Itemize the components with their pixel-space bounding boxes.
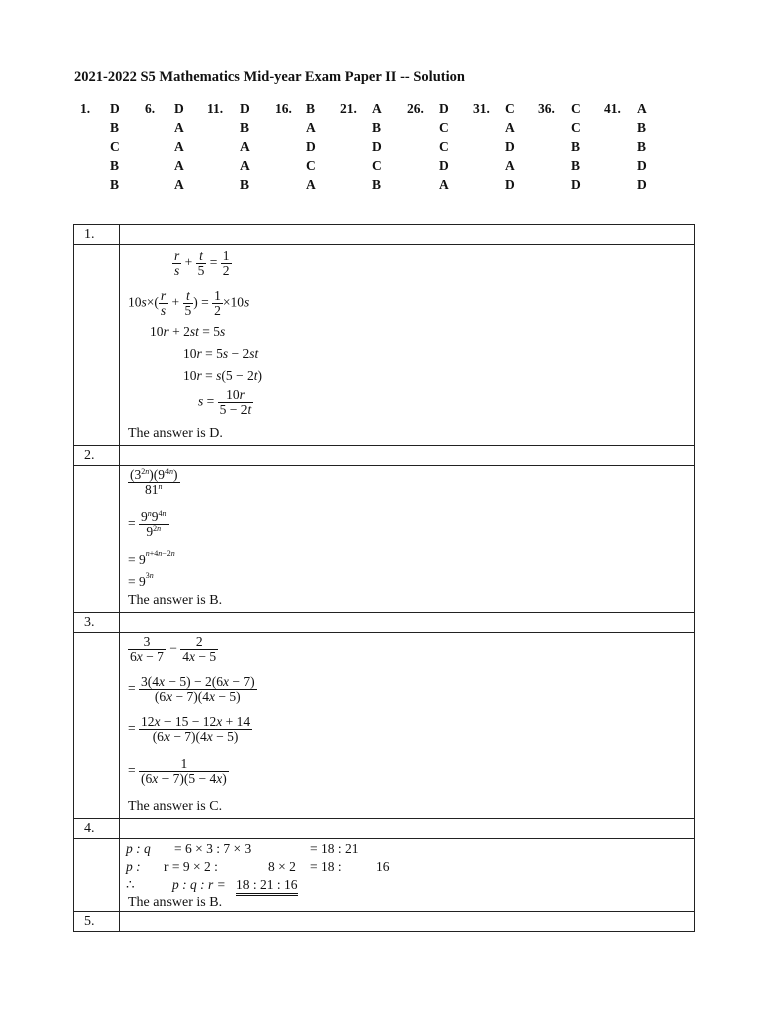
answer-key-number: 11. [207,101,224,116]
ratio-expr: r = 9 × 2 : [164,859,218,874]
question-number: 3. [74,613,120,633]
answer-key-letter: C [110,139,120,154]
answer-key-letter: B [571,158,581,173]
answer-key-number: 16. [275,101,292,116]
answer-key-letter: C [306,158,316,173]
question-body-4 [74,839,695,912]
equation-line: = $9^{3n}$ [128,571,154,589]
question-header-5 [74,912,695,932]
question-number: 4. [74,819,120,839]
question-number: 1. [74,225,120,245]
equation-line: = $\frac{3(4x - 5) - 2(6x - 7)}{(6x - 7)(4x - 5)}$ [128,674,255,704]
equation-line: $\frac{r}{s}$ + $\frac{t}{5}$ = $\frac{1}{2}$ [174,248,230,278]
answer-key-letter: A [174,139,184,154]
answer-statement: The answer is B. [128,593,223,608]
answer-key-letter: B [637,139,647,154]
answer-key-letter: D [637,158,647,173]
question-body-3 [74,633,695,819]
answer-key-letter: A [505,120,515,135]
equation-line: = $9^{n+4n-2n}$ [128,549,175,567]
answer-key-letter: D [240,101,250,116]
equation-line: = $\frac{12x - 15 - 12x + 14}{(6x - 7)(4x - 5)}$ [128,714,251,744]
answer-key-number: 6. [145,101,156,116]
answer-key-letter: D [505,139,515,154]
answer-key-letter: C [505,101,515,116]
question-body-1 [74,245,695,446]
answer-key-letter: D [110,101,120,116]
equation-line: 10r = 5s − 2st [183,346,259,361]
answer-key-letter: A [240,139,250,154]
answer-key-letter: B [637,120,647,135]
answer-key-letter: B [372,177,382,192]
answer-key-number: 21. [340,101,357,116]
answer-key-number: 36. [538,101,555,116]
equation-line: 10s×( $\frac{r}{s}$ + $\frac{t}{5}$ ) = $\frac{1}{2}$ ×10s [128,288,250,318]
answer-key-letter: C [571,101,581,116]
question-header-4 [74,819,695,839]
answer-key-column [306,99,316,194]
ratio-expr: = 6 × 3 : 7 × 3 [174,841,252,856]
ratio-lhs: p : q : r = [172,877,226,892]
ratio-result: = 18 : [310,859,342,874]
answer-key-letter: D [174,101,184,116]
ratio-expr: 8 × 2 [268,859,296,874]
question-body-2 [74,466,695,613]
answer-key-letter: A [637,101,647,116]
answer-key-letter: D [439,101,449,116]
answer-key-letter: A [174,158,184,173]
answer-key-number: 1. [80,101,91,116]
answer-key-letter: D [372,139,382,154]
ratio-lhs: p : [126,859,141,874]
answer-key-letter: D [505,177,515,192]
answer-key-letter: A [306,177,316,192]
answer-key-column [110,99,120,194]
answer-key-number: 26. [407,101,424,116]
answer-key-letter: A [505,158,515,173]
answer-key-letter: D [306,139,316,154]
answer-key-letter: C [571,120,581,135]
answer-key-letter: D [637,177,647,192]
equation-line: $\frac{(3^{2n})(9^{4n})}{81^n}$ [130,467,178,497]
equation-line: s = $\frac{10r}{5 - 2t}$ [198,387,252,417]
question-number: 2. [74,446,120,466]
answer-key-column [637,99,647,194]
answer-key-letter: B [240,120,250,135]
answer-key-column [372,99,382,194]
answer-key-letter: B [240,177,250,192]
question-header-2 [74,446,695,466]
ratio-result: = 18 : 21 [310,841,359,856]
answer-key-number: 31. [473,101,490,116]
question-header-1 [74,225,695,245]
question-header-3 [74,613,695,633]
answer-key-letter: A [174,120,184,135]
answer-key-letter: B [372,120,382,135]
ratio-final: 18 : 21 : 16 [236,877,298,896]
answer-key-letter: B [306,101,316,116]
answer-key-letter: C [372,158,382,173]
solution-table [73,224,695,932]
ratio-lhs: p : q [126,841,151,856]
question-number: 5. [74,912,120,932]
equation-line: $\frac{3}{6x - 7}$ − $\frac{2}{4x - 5}$ [130,634,217,664]
answer-statement: The answer is D. [128,426,223,441]
answer-key-letter: B [110,158,120,173]
answer-key-column [174,99,184,194]
answer-key-letter: B [571,139,581,154]
answer-key-column [505,99,515,194]
ratio-result: 16 [376,859,390,874]
answer-key-letter: B [110,177,120,192]
answer-key-column [240,99,250,194]
answer-key-column [439,99,449,194]
answer-key-letter: A [439,177,449,192]
answer-key-letter: A [240,158,250,173]
answer-statement: The answer is C. [128,799,223,814]
answer-key-letter: A [372,101,382,116]
answer-key-letter: D [571,177,581,192]
answer-statement: The answer is B. [128,895,223,910]
answer-key-letter: D [439,158,449,173]
answer-key-column [571,99,581,194]
answer-key-letter: A [306,120,316,135]
page-title: 2021-2022 S5 Mathematics Mid-year Exam Paper II -- Solution [74,69,465,85]
answer-key-letter: C [439,120,449,135]
answer-key-letter: B [110,120,120,135]
equation-line: = $\frac{9^n9^{4n}}{9^{2n}}$ [128,509,167,539]
answer-key-letter: A [174,177,184,192]
answer-key-letter: C [439,139,449,154]
equation-line: 10r = s(5 − 2t) [183,368,263,383]
therefore-symbol: ∴ [126,877,135,892]
equation-line: = $\frac{1}{(6x - 7)(5 - 4x)}$ [128,756,227,786]
equation-line: 10r + 2st = 5s [150,324,226,339]
answer-key-number: 41. [604,101,621,116]
